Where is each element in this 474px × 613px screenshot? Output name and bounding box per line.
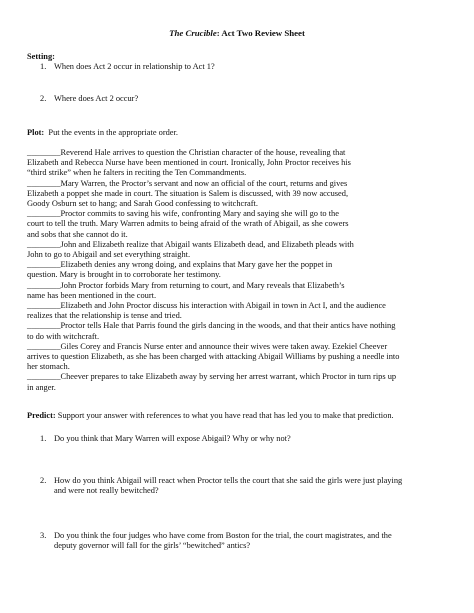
plot-event-line: ________John Proctor forbids Mary from returning to court, and Mary reveals that Elizabeth’s (27, 280, 345, 290)
plot-event-line: Elizabeth and Rebecca Nurse have been mentioned in court. Ironically, John Proctor receives his (27, 158, 351, 168)
plot-event-line: “third strike” when he falters in reciting the Ten Commandments. (27, 168, 247, 178)
plot-event-line: her stomach. (27, 362, 70, 372)
plot-instruction: Put the events in the appropriate order. (48, 128, 178, 137)
plot-event (27, 209, 445, 240)
plot-event-line: John to go to Abigail and set everything straight. (27, 250, 191, 260)
title-play-name: The Crucible (169, 28, 217, 38)
plot-event-line: and sobs that she cannot do it. (27, 229, 128, 239)
setting-heading: Setting: (27, 52, 55, 61)
setting-question-1 (40, 62, 430, 72)
plot-event (27, 342, 445, 373)
question-text: Where does Act 2 occur? (54, 94, 139, 103)
plot-event-line: ________Reverend Hale arrives to question the Christian character of the house, revealing that (27, 148, 346, 157)
predict-question-2 (40, 476, 430, 496)
plot-event-line: ________Proctor commits to saving his wife, confronting Mary and saying she will go to the (27, 209, 339, 219)
predict-instruction: Support your answer with references to what you have read that has led you to make that prediction. (57, 411, 394, 420)
plot-event-line: ________Giles Corey and Francis Nurse enter and announce their wives were taken away. Ezekiel Cheever (27, 341, 388, 351)
question-number: 1. (40, 62, 47, 71)
plot-event-line: in anger. (27, 382, 56, 392)
plot-event (27, 281, 445, 301)
question-text: How do you think Abigail will react when Proctor tells the court that she said the girls were just playing (54, 476, 403, 485)
plot-event-line: realizes that the relationship is tense and tried. (27, 311, 182, 321)
page-title (0, 28, 474, 38)
plot-event (27, 240, 445, 260)
question-text: Do you think that Mary Warren will expose Abigail? Why or why not? (54, 434, 291, 443)
plot-event (27, 179, 445, 210)
question-number: 2. (40, 94, 47, 103)
plot-event-line: ________Proctor tells Hale that Parris found the girls dancing in the woods, and that their antics have nothing (27, 321, 396, 331)
plot-event-line: ________Cheever prepares to take Elizabeth away by serving her arrest warrant, which Proctor in turn rips up (27, 372, 397, 382)
plot-heading: Plot: (27, 128, 45, 137)
plot-event-line: ________Elizabeth denies any wrong doing, and explains that Mary gave her the poppet in (27, 260, 333, 270)
plot-heading-row (27, 128, 445, 138)
plot-event-line: ________Mary Warren, the Proctor’s servant and now an official of the court, returns and gives (27, 178, 348, 188)
plot-event (27, 321, 445, 341)
question-number: 3. (40, 531, 47, 540)
predict-heading: Predict: (27, 411, 56, 420)
question-text: Do you think the four judges who have come from Boston for the trial, the court magistrates, and the (54, 531, 392, 540)
plot-event-line: ________John and Elizabeth realize that Abigail wants Elizabeth dead, and Elizabeth pleads with (27, 239, 354, 249)
predict-question-3 (40, 531, 430, 551)
plot-event (27, 301, 445, 321)
plot-event-line: Elizabeth a poppet she made in court. The situation is Salem is discussed, with 39 now accused, (27, 188, 349, 198)
title-rest: : Act Two Review Sheet (216, 28, 305, 38)
plot-event-line: court to tell the truth. Mary Warren admits to being afraid of the wrath of Abigail, as she cowers (27, 219, 349, 229)
plot-event-line: question. Mary is brought in to corroborate her testimony. (27, 270, 221, 280)
plot-event-line: Goody Osburn set to hang; and Sarah Good confessing to witchcraft. (27, 199, 258, 209)
setting-question-2 (40, 94, 430, 104)
predict-question-1 (40, 434, 430, 444)
plot-event-line: name has been mentioned in the court. (27, 290, 157, 300)
plot-event (27, 148, 445, 179)
question-text: When does Act 2 occur in relationship to Act 1? (54, 62, 215, 71)
question-text: deputy governor will fall for the girls’ “bewitched” antics? (54, 541, 251, 551)
predict-heading-row (27, 411, 445, 421)
plot-event-line: ________Elizabeth and John Proctor discuss his interaction with Abigail in town in Act I, and the audience (27, 301, 386, 311)
question-text: and were not really bewitched? (54, 486, 159, 496)
plot-event-line: arrives to question Elizabeth, as she has been charged with attacking Abigail Williams by pushing a needle into (27, 352, 400, 362)
plot-events-list (27, 148, 445, 393)
plot-event (27, 260, 445, 280)
plot-event-line: to do with witchcraft. (27, 331, 100, 341)
question-number: 1. (40, 434, 47, 443)
plot-event (27, 372, 445, 392)
question-number: 2. (40, 476, 47, 485)
